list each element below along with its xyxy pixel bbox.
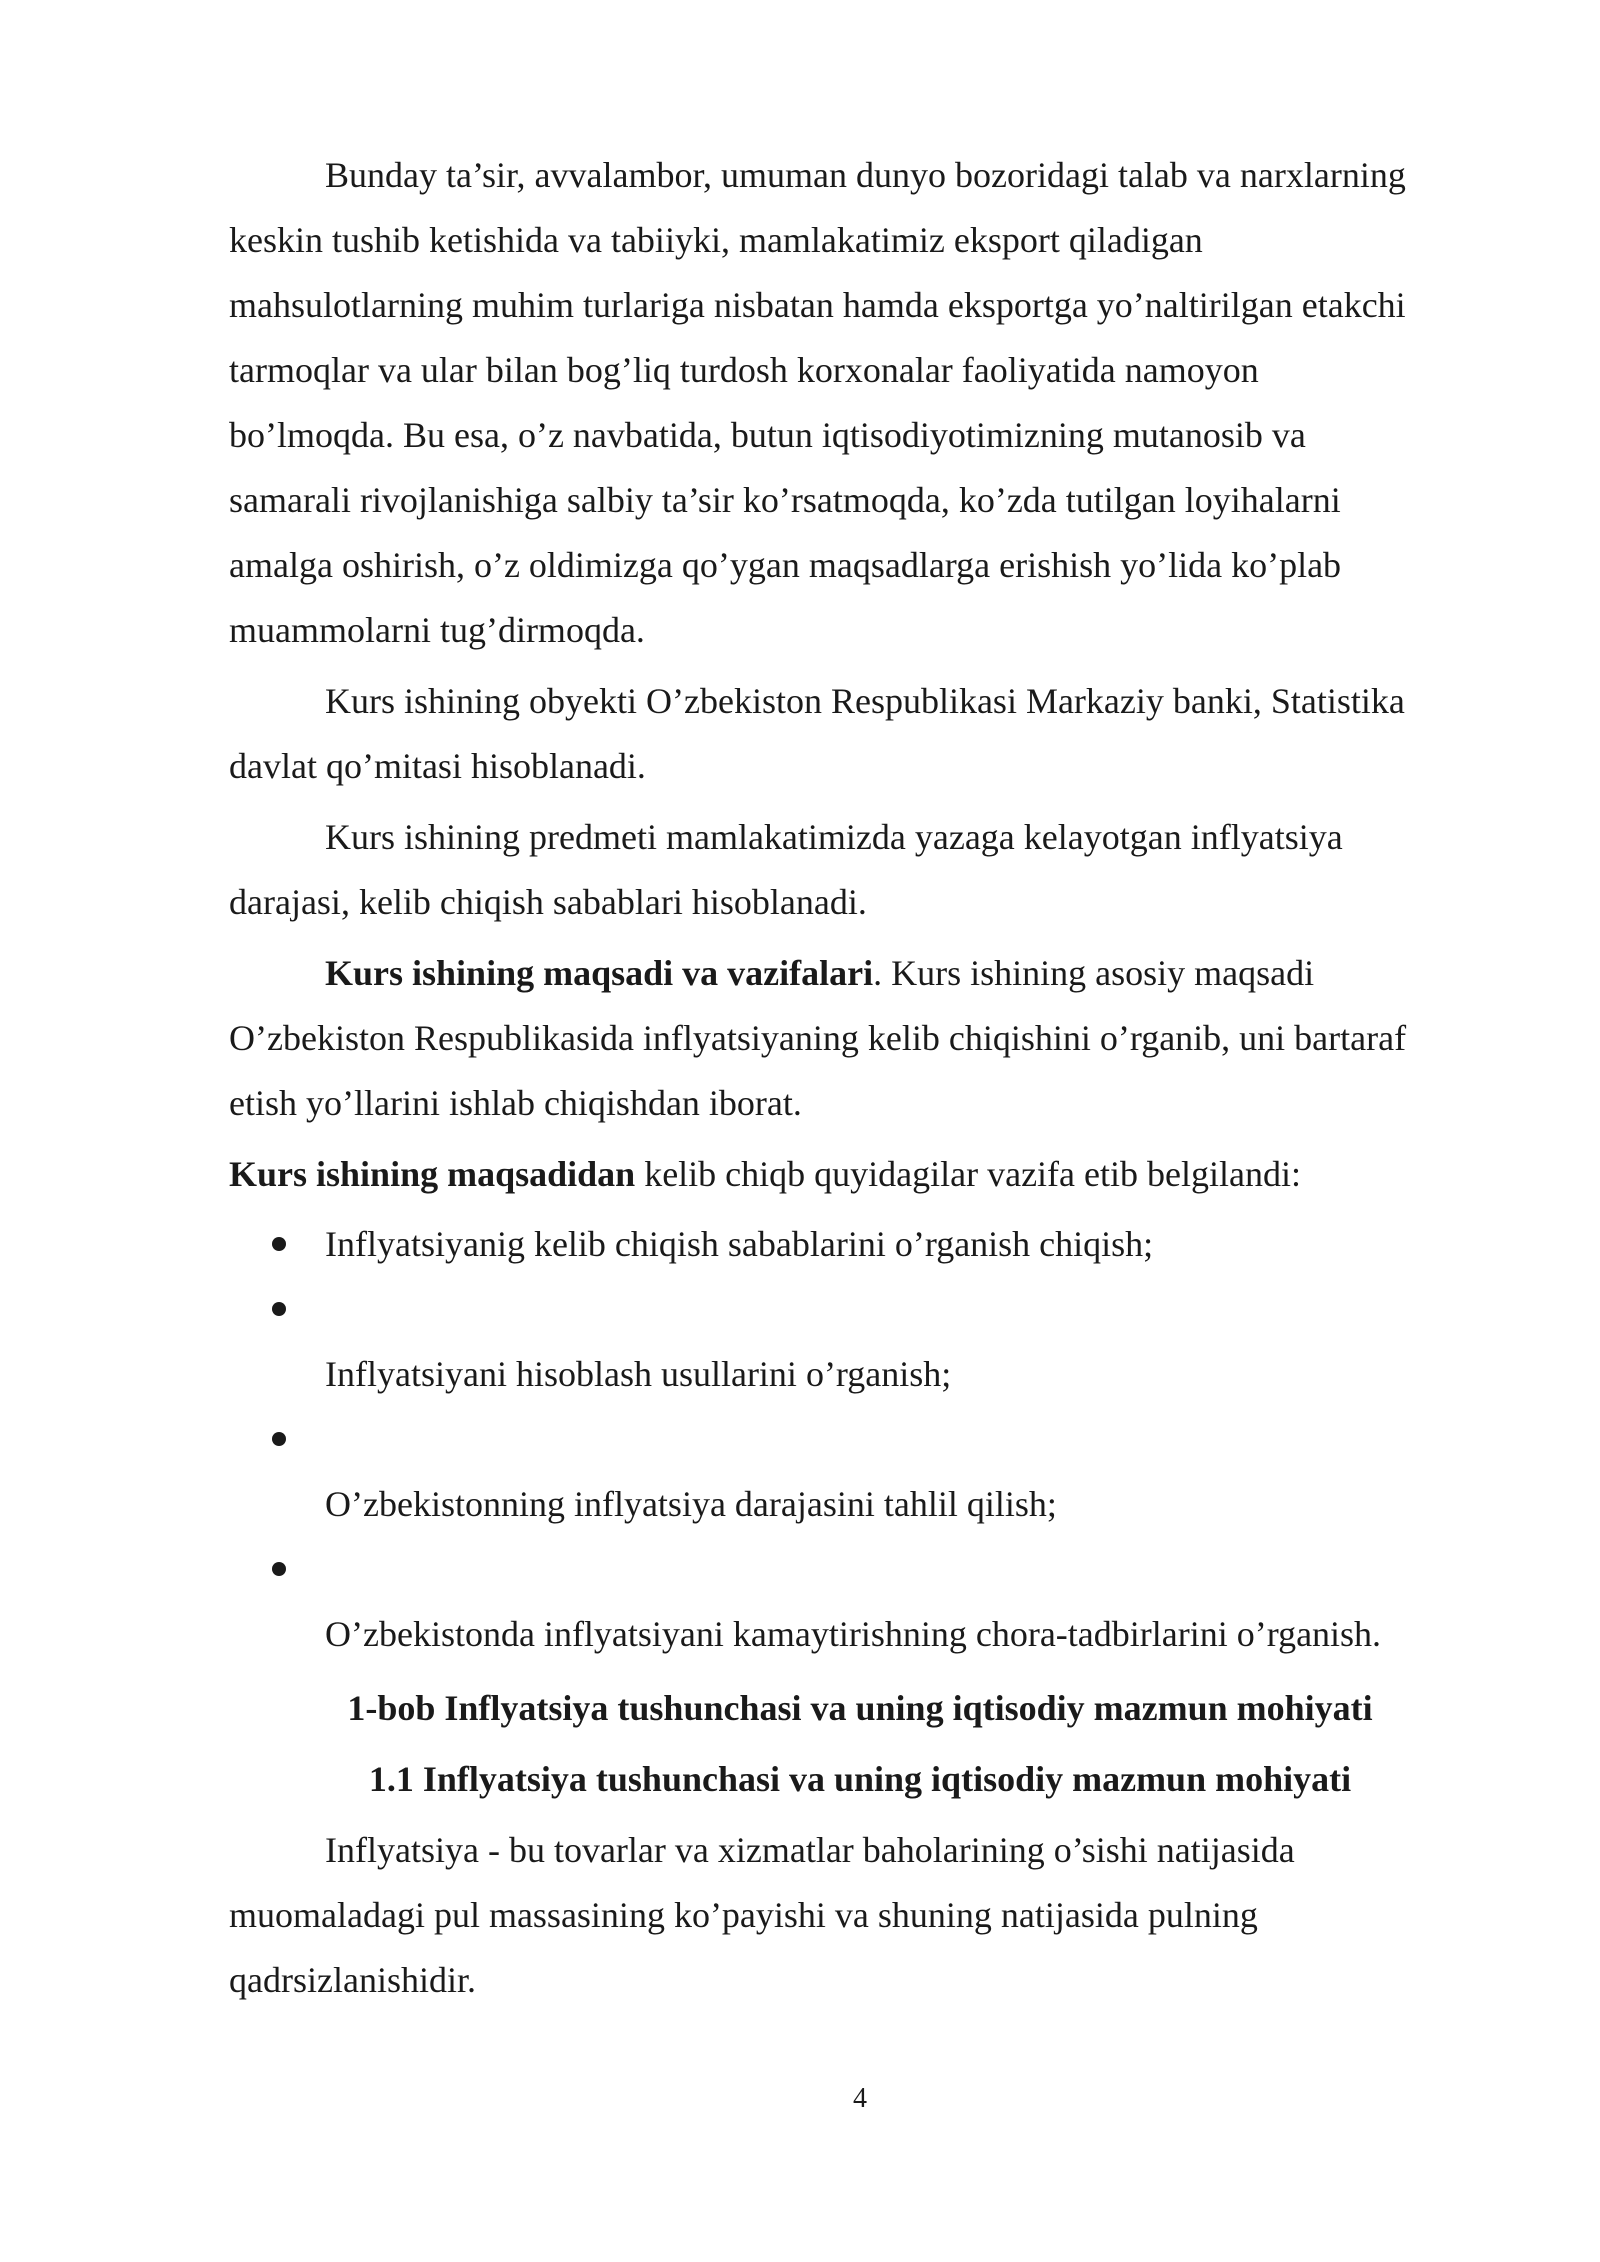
text-line: Inflyatsiya - bu tovarlar va xizmatlar baholarining o’sishi natijasida bbox=[325, 1830, 1295, 1870]
bullet-icon bbox=[272, 1432, 286, 1446]
bullet-icon bbox=[272, 1237, 286, 1251]
paragraph-tasks bbox=[229, 1150, 1301, 1198]
text-line: bo’lmoqda. Bu esa, o’z navbatida, butun iqtisodiyotimizning mutanosib va bbox=[229, 415, 1306, 455]
text-line: darajasi, kelib chiqish sabablari hisoblanadi. bbox=[229, 882, 867, 922]
text-line: etish yo’llarini ishlab chiqishdan iborat. bbox=[229, 1083, 802, 1123]
list-item: O’zbekistonda inflyatsiyani kamaytirishning chora-tadbirlarini o’rganish. bbox=[325, 1614, 1382, 1654]
page-number: 4 bbox=[853, 2083, 867, 2114]
text-line: keskin tushib ketishida va tabiiyki, mamlakatimiz eksport qiladigan bbox=[229, 220, 1203, 260]
text-line: Kurs ishining predmeti mamlakatimizda yazaga kelayotgan inflyatsiya bbox=[325, 817, 1343, 857]
text-line: Bunday ta’sir, avvalambor, umuman dunyo bozoridagi talab va narxlarning bbox=[325, 155, 1406, 195]
text-line: muomaladagi pul massasining ko’payishi va shuning natijasida pulning bbox=[229, 1895, 1258, 1935]
text-line: mahsulotlarning muhim turlariga nisbatan hamda eksportga yo’naltirilgan etakchi bbox=[229, 285, 1406, 325]
bullet-icon bbox=[272, 1302, 286, 1316]
list-item: Inflyatsiyanig kelib chiqish sabablarini o’rganish chiqish; bbox=[325, 1224, 1154, 1264]
bullet-icon bbox=[272, 1562, 286, 1576]
text-line bbox=[325, 949, 1314, 997]
text-span: . Kurs ishining asosiy maqsadi bbox=[873, 953, 1315, 993]
text-line: tarmoqlar va ular bilan bog’liq turdosh korxonalar faoliyatida namoyon bbox=[229, 350, 1259, 390]
text-line: amalga oshirish, o’z oldimizga qo’ygan maqsadlarga erishish yo’lida ko’plab bbox=[229, 545, 1342, 585]
text-line: davlat qo’mitasi hisoblanadi. bbox=[229, 746, 646, 786]
text-span: kelib chiqb quyidagilar vazifa etib belgilandi: bbox=[635, 1154, 1301, 1194]
section-heading: 1.1 Inflyatsiya tushunchasi va uning iqtisodiy mazmun mohiyati bbox=[368, 1759, 1352, 1799]
bold-lead: Kurs ishining maqsadi va vazifalari bbox=[325, 953, 874, 993]
list-item: Inflyatsiyani hisoblash usullarini o’rganish; bbox=[325, 1354, 952, 1394]
text-line: O’zbekiston Respublikasida inflyatsiyaning kelib chiqishini o’rganib, uni bartaraf bbox=[229, 1018, 1407, 1058]
list-item: O’zbekistonning inflyatsiya darajasini tahlil qilish; bbox=[325, 1484, 1057, 1524]
text-line: Kurs ishining obyekti O’zbekiston Respublikasi Markaziy banki, Statistika bbox=[325, 681, 1405, 721]
text-line: muammolarni tug’dirmoqda. bbox=[229, 610, 645, 650]
bold-lead: Kurs ishining maqsadidan bbox=[229, 1154, 636, 1194]
chapter-heading: 1-bob Inflyatsiya tushunchasi va uning iqtisodiy mazmun mohiyati bbox=[347, 1688, 1373, 1728]
text-line: qadrsizlanishidir. bbox=[229, 1960, 476, 2000]
text-line: samarali rivojlanishiga salbiy ta’sir ko’rsatmoqda, ko’zda tutilgan loyihalarni bbox=[229, 480, 1341, 520]
